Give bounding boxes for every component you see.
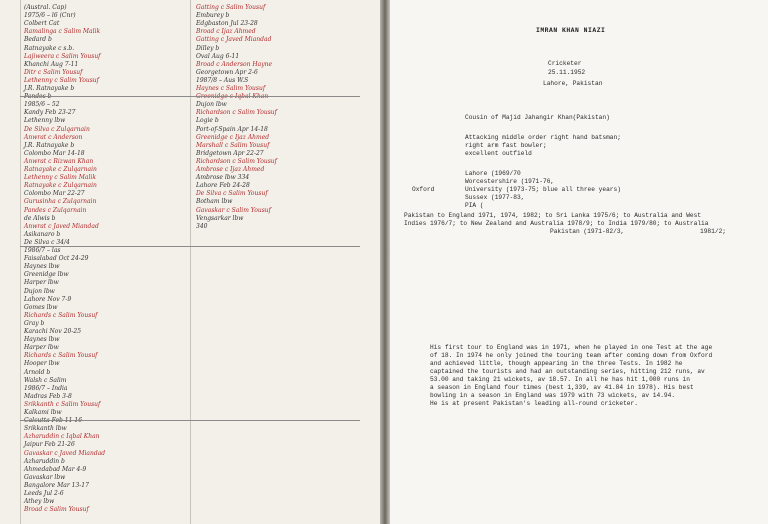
handwritten-note-line: Leeds Jul 2-6 xyxy=(24,490,64,497)
handwritten-note-line: 1986/7 – India xyxy=(24,384,68,392)
handwritten-note-line: Anwrat c Rizwan Khan xyxy=(24,157,94,165)
handwritten-note-line: Khanchi Aug 7-11 xyxy=(24,60,79,68)
handwritten-note-line: Emburey b xyxy=(196,12,230,20)
right-page-typed-record xyxy=(390,0,768,524)
handwritten-note-line: Colombo Mar 22-27 xyxy=(24,190,85,198)
bio-line: and achieved little, though appearing in the three Tests. In 1982 he xyxy=(430,360,683,367)
handwritten-note-line: Ambrose lbw 334 xyxy=(196,174,250,182)
handwritten-note-line: Gatting c Javed Miandad xyxy=(196,36,272,44)
handwritten-note-line: Broad c Salim Yousuf xyxy=(24,506,89,514)
style-line: right arm fast bowler; xyxy=(465,142,547,149)
handwritten-note-line: Gurusinha c Zulqarnain xyxy=(24,198,97,206)
section-rule xyxy=(20,96,360,97)
team-line: PIA ( xyxy=(465,202,484,209)
handwritten-note-line: Anwrat c Anderson xyxy=(24,133,83,141)
style-line: excellent outfield xyxy=(465,150,532,157)
handwritten-note-line: 340 xyxy=(196,222,208,230)
handwritten-note-line: Srikkanth c Salim Yousuf xyxy=(24,400,101,408)
handwritten-note-line: Broad c Ijaz Ahmed xyxy=(196,28,256,36)
team-line: Lahore (1969/70 xyxy=(465,170,521,177)
relation: Cousin of Majid Jahangir Khan(Pakistan) xyxy=(465,114,610,121)
role: Cricketer xyxy=(548,60,582,67)
handwritten-note-line: 1987/8 – Aus W.S xyxy=(196,76,249,84)
handwritten-note-line: Anwrat c Javed Miandad xyxy=(24,222,99,230)
handwritten-note-line: Greenidge c Iqbal Khan xyxy=(196,93,269,101)
handwritten-note-line: 1986/7 – las xyxy=(24,247,61,254)
handwritten-note-line: Srikkanth lbw xyxy=(24,425,67,433)
tours-line: 1981/2; xyxy=(700,228,726,235)
date-of-birth: 25.11.1952 xyxy=(548,69,586,76)
section-rule xyxy=(20,246,360,247)
handwritten-note-line: 1985/6 – 52 xyxy=(24,101,60,109)
handwritten-note-line: De Silva c Zulqarnain xyxy=(24,125,90,133)
handwritten-note-line: Azharuddin c Iqbal Khan xyxy=(24,433,100,441)
handwritten-note-line: Richards c Salim Yousuf xyxy=(24,311,98,319)
bio-line: 53.00 and taking 21 wickets, av 18.57. In all he has hit 1,000 runs in xyxy=(430,376,690,383)
oxford-label: Oxford xyxy=(412,186,435,193)
tours-line: Indies 1976/7; to New Zealand and Australia 1978/9; to India 1979/80; to Australia xyxy=(404,220,709,227)
handwritten-note-line: Harper lbw xyxy=(24,344,59,352)
handwritten-note-line: Harper lbw xyxy=(24,279,59,287)
book-gutter xyxy=(380,0,390,524)
section-rule xyxy=(20,420,360,421)
handwritten-note-line: Hooper lbw xyxy=(24,360,60,368)
handwritten-note-line: Oval Aug 6-11 xyxy=(196,52,240,60)
handwritten-note-line: De Silva c Salim Yousuf xyxy=(196,190,268,198)
handwritten-note-line: Richardson c Salim Yousuf xyxy=(196,109,277,117)
left-page-handwritten-notes xyxy=(0,0,380,524)
handwritten-note-line: Georgetown Apr 2-6 xyxy=(196,68,258,76)
handwritten-note-line: J.R. Ratnayake b xyxy=(24,141,75,149)
handwritten-note-line: Lethenny c Salim Yousuf xyxy=(24,76,99,84)
handwritten-note-line: Dujon lbw xyxy=(196,101,227,109)
handwritten-note-line: Colombo Mar 14-18 xyxy=(24,149,85,157)
birthplace: Lahore, Pakistan xyxy=(543,80,603,87)
bio-line: of 18. In 1974 he only joined the touring team after coming down from Oxford xyxy=(430,352,713,359)
handwritten-note-line: Lethenny lbw xyxy=(24,117,66,125)
bio-line: a season in England four times (best 1,339, av 41.84 in 1978). His best xyxy=(430,384,694,391)
bio-line: captained the tourists and had an outstanding series, hitting 212 runs, av xyxy=(430,368,705,375)
handwritten-note-line: Colbert Cat xyxy=(24,20,60,28)
handwritten-note-line: Kandy Feb 23-27 xyxy=(24,109,76,117)
handwritten-note-line: Gavaskar c Salim Yousuf xyxy=(196,206,271,214)
oxford-line: University (1973-75; blue all three years) xyxy=(465,186,621,193)
handwritten-note-line: Walsh c Salim xyxy=(24,376,67,384)
handwritten-note-line: Pandes b xyxy=(24,93,52,101)
handwritten-note-line: de Alwis b xyxy=(24,214,56,222)
handwritten-note-line: Dilley b xyxy=(196,44,220,52)
handwritten-note-line: 1975/6 – l6 (Cnr) xyxy=(24,12,76,20)
bio-line: His first tour to England was in 1971, when he played in one Test at the age xyxy=(430,344,713,351)
handwritten-note-line: Gavaskar c Javed Miandad xyxy=(24,449,106,457)
handwritten-note-line: Haynes lbw xyxy=(24,263,60,271)
handwritten-note-line: Bedard b xyxy=(24,36,52,44)
handwritten-note-line: (Austral. Cap) xyxy=(24,4,67,11)
handwritten-note-line: Faisalabad Oct 24-29 xyxy=(24,255,89,263)
tours-line: Pakistan to England 1971, 1974, 1982; to Sri Lanka 1975/6; to Australia and West xyxy=(404,212,702,219)
handwritten-note-line: Greenidge c Ijaz Ahmed xyxy=(196,133,270,141)
handwritten-note-line: Ratnayake c Zulqarnain xyxy=(24,182,97,190)
handwritten-note-line: Ramalinga c Salim Malik xyxy=(24,28,101,36)
handwritten-note-line: Logie b xyxy=(196,117,219,125)
handwritten-note-line: Ratnayake c Zulqarnain xyxy=(24,166,97,173)
handwritten-note-line: Madras Feb 3-8 xyxy=(24,392,72,400)
handwritten-note-line: Gatting c Salim Yousuf xyxy=(196,4,266,11)
handwritten-note-line: Vengsarkar lbw xyxy=(196,214,244,222)
handwritten-note-line: Ambrose c Ijaz Ahmed xyxy=(196,166,265,173)
handwritten-note-line: De Silva c 34/4 xyxy=(24,238,70,246)
handwritten-note-line: Gavaskar lbw xyxy=(24,473,66,481)
handwritten-note-line: Ditr c Salim Yousuf xyxy=(24,68,83,76)
handwritten-note-line: Azharuddin b xyxy=(24,457,65,465)
handwritten-note-line: Dujon lbw xyxy=(24,287,55,295)
handwritten-note-line: Marshall c Salim Yousuf xyxy=(196,141,270,149)
handwritten-note-line: Haynes lbw xyxy=(24,336,60,344)
team-line: Pakistan (1971-82/3, xyxy=(550,228,625,235)
handwritten-note-line: Botham lbw xyxy=(196,198,233,206)
handwritten-note-line: Pandes c Zulqarnain xyxy=(24,206,87,214)
handwritten-note-line: Kalkami lbw xyxy=(24,409,62,416)
handwritten-note-line: Asikanaro b xyxy=(24,230,61,238)
handwritten-note-line: Ratnayake c s.b. xyxy=(24,44,75,52)
team-line: Sussex (1977-83, xyxy=(465,194,525,201)
handwritten-note-line: Edgbaston Jul 23-28 xyxy=(196,20,258,28)
handwritten-note-line: Lajiweera c Salim Yousuf xyxy=(24,52,101,60)
handwritten-note-line: Athey lbw xyxy=(24,498,55,506)
handwritten-note-line: Lethenny c Salim Malik xyxy=(24,174,96,182)
bio-line: bowling in a season in England was 1979 with 73 wickets, av 14.94. xyxy=(430,392,676,399)
handwritten-note-line: Ahmedabad Mar 4-9 xyxy=(24,465,87,473)
handwritten-note-line: Port-of-Spain Apr 14-18 xyxy=(196,125,268,133)
style-line: Attacking middle order right hand batsman; xyxy=(465,134,621,141)
handwritten-note-line: Karachi Nov 20-25 xyxy=(24,328,82,335)
handwritten-note-line: Arnold b xyxy=(24,368,51,376)
handwritten-note-line: Richardson c Salim Yousuf xyxy=(196,157,277,165)
handwritten-note-line: Richards c Salim Yousuf xyxy=(24,352,98,360)
column-divider xyxy=(190,0,191,524)
handwritten-note-line: J.R. Ratnayake b xyxy=(24,85,75,92)
handwritten-note-line: Lahore Nov 7-9 xyxy=(24,295,72,303)
handwritten-note-line: Haynes c Salim Yousuf xyxy=(196,85,266,92)
handwritten-note-line: Jaipur Feb 21-26 xyxy=(24,441,75,449)
handwritten-note-line: Greenidge lbw xyxy=(24,271,69,279)
name-heading: IMRAN KHAN NIAZI xyxy=(536,27,606,34)
team-line: Worcestershire (1971-76, xyxy=(465,178,555,185)
margin-line xyxy=(20,0,21,524)
handwritten-note-line: Bridgetown Apr 22-27 xyxy=(196,149,264,157)
handwritten-note-line: Calcutta Feb 11-16 xyxy=(24,417,83,425)
handwritten-note-line: Lahore Feb 24-28 xyxy=(196,182,250,190)
handwritten-note-line: Gray b xyxy=(24,319,45,327)
handwritten-note-line: Gomes lbw xyxy=(24,303,58,311)
handwritten-note-line: Bangalore Mar 13-17 xyxy=(24,481,89,489)
bio-line: He is at present Pakistan's leading all-round cricketer. xyxy=(430,400,638,407)
handwritten-note-line: Broad c Anderson Hayne xyxy=(196,60,273,68)
